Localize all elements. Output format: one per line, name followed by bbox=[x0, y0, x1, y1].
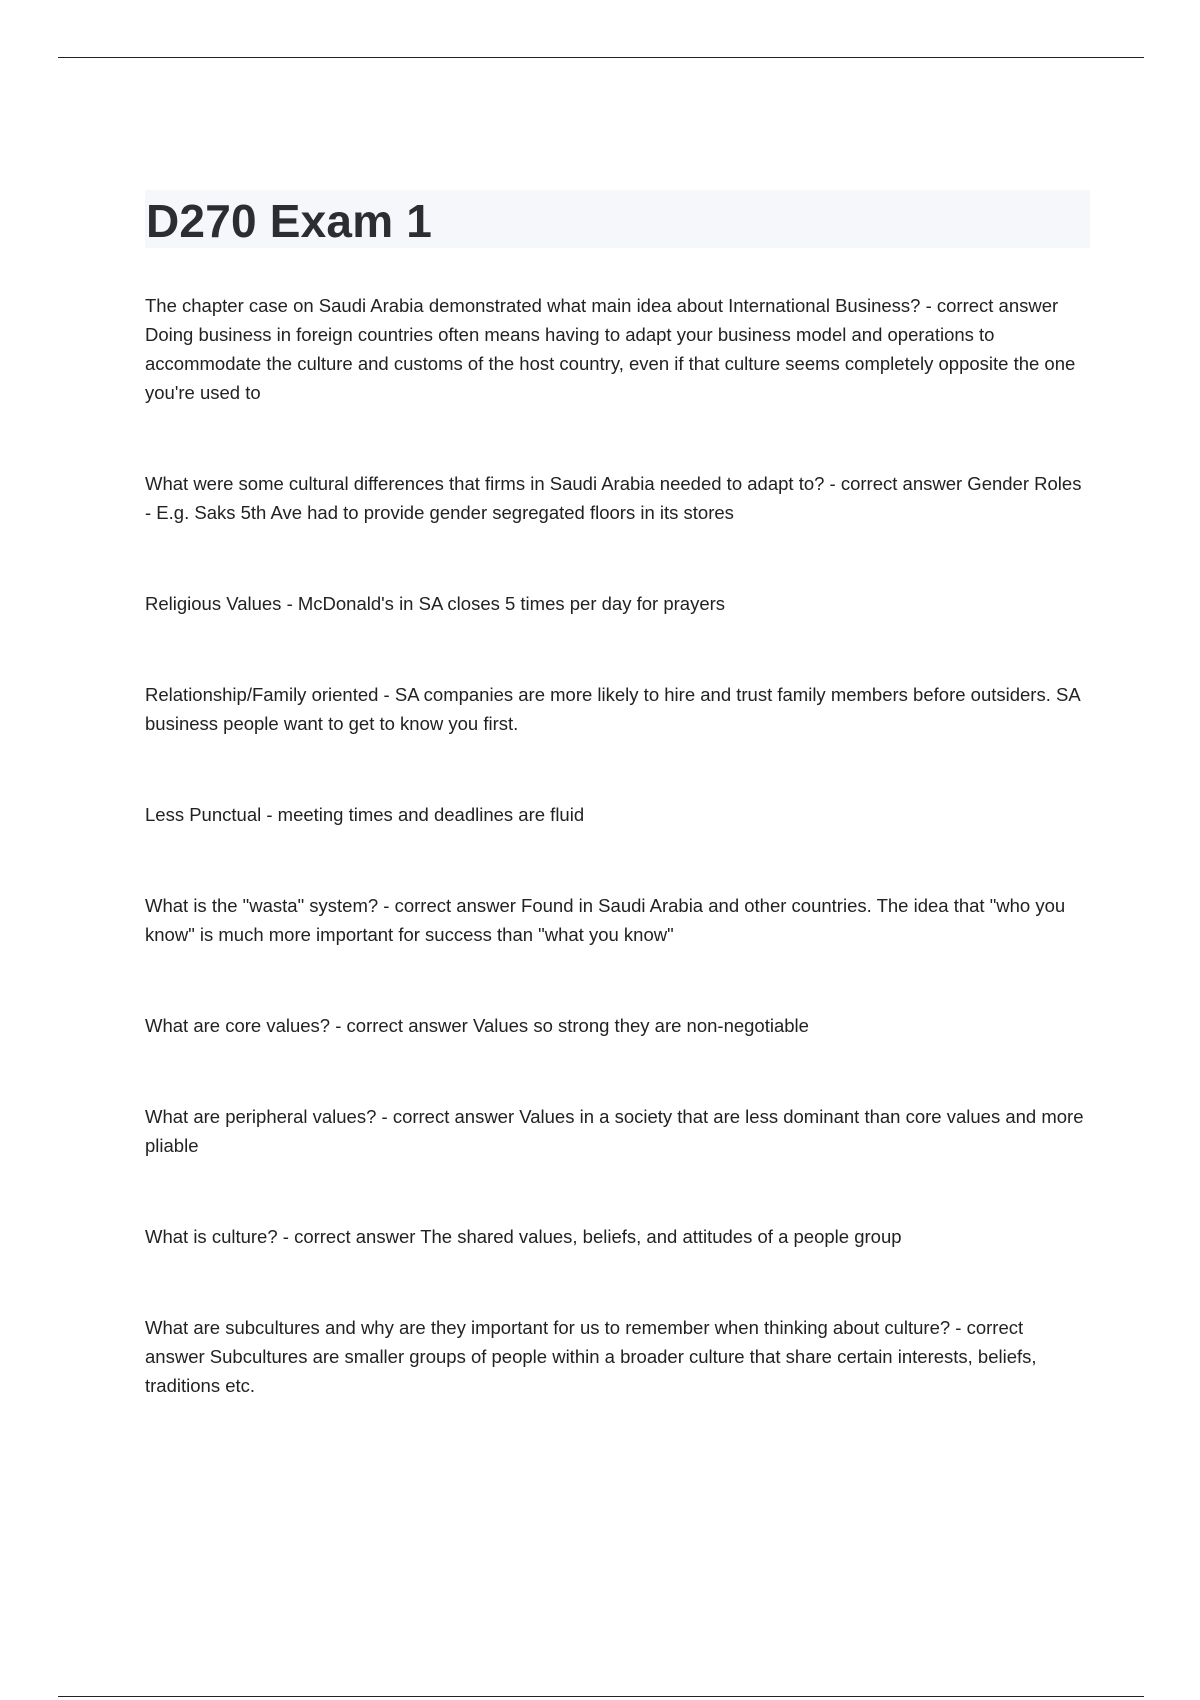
page-title: D270 Exam 1 bbox=[146, 195, 433, 247]
document-body bbox=[145, 291, 1085, 1462]
qa-entry: What were some cultural differences that firms in Saudi Arabia needed to adapt to? - correct answer Gender Roles - E.g. Saks 5th Ave had to provide gender segregated floors in its stores bbox=[145, 473, 1082, 523]
qa-entry: The chapter case on Saudi Arabia demonstrated what main idea about International Business? - correct answer Doing business in foreign countries often means having to adapt your business model and operations to accommodate the culture and customs of the host country, even if that culture seems completely opposite the one you're used to bbox=[145, 295, 1076, 403]
qa-entry: What are subcultures and why are they important for us to remember when thinking about culture? - correct answer Subcultures are smaller groups of people within a broader culture that share certain interests, beliefs, traditions etc. bbox=[145, 1317, 1037, 1396]
qa-entry: Less Punctual - meeting times and deadlines are fluid bbox=[145, 804, 585, 825]
qa-entry: Religious Values - McDonald's in SA closes 5 times per day for prayers bbox=[145, 593, 726, 614]
qa-entry: What is culture? - correct answer The shared values, beliefs, and attitudes of a people group bbox=[145, 1226, 902, 1247]
bottom-divider bbox=[58, 1696, 1144, 1697]
qa-entry: What are core values? - correct answer Values so strong they are non-negotiable bbox=[145, 1015, 809, 1036]
top-divider bbox=[58, 57, 1144, 58]
qa-entry: Relationship/Family oriented - SA companies are more likely to hire and trust family members before outsiders. SA business people want to get to know you first. bbox=[145, 684, 1080, 734]
qa-entry: What are peripheral values? - correct answer Values in a society that are less dominant than core values and more pliable bbox=[145, 1106, 1084, 1156]
qa-entry: What is the "wasta" system? - correct answer Found in Saudi Arabia and other countries. The idea that "who you know" is much more important for success than "what you know" bbox=[145, 895, 1066, 945]
